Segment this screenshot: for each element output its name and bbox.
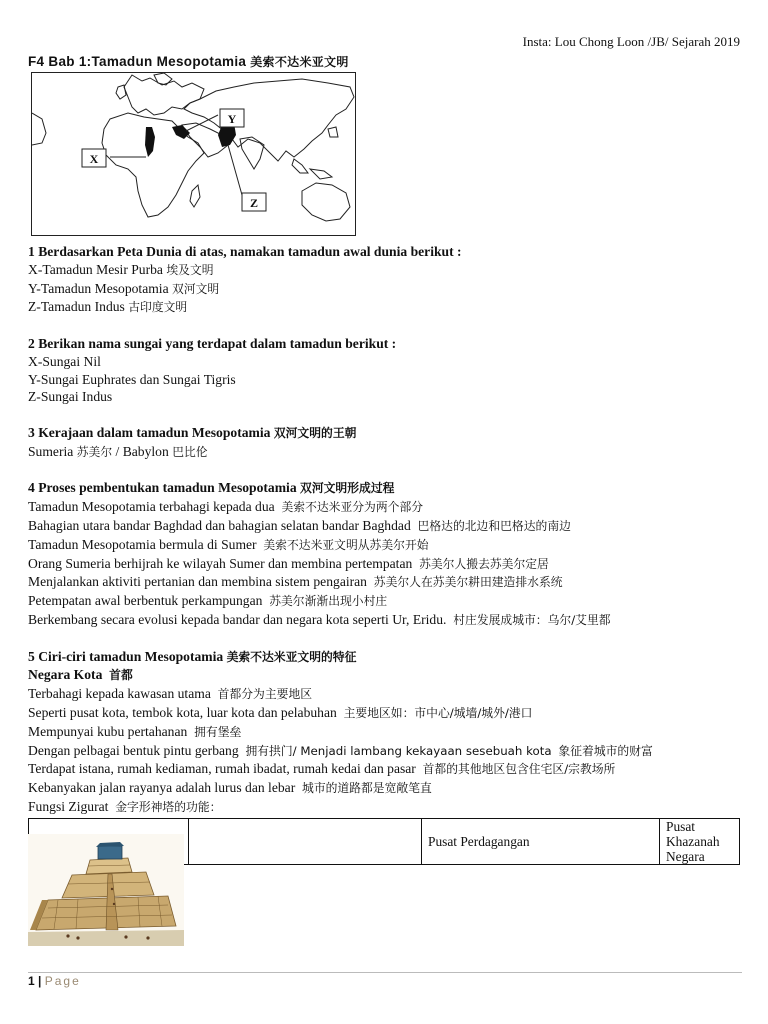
q4-question: 4 Proses pembentukan tamadun Mesopotamia 双河文明形成过程 (28, 480, 395, 496)
q4-lines (28, 498, 740, 630)
list-item: Dengan pelbagai bentuk pintu gerbang 拥有拱门/ Menjadi lambang kekayaan sesebuah kota 象征着城市的财富 (28, 742, 653, 758)
map-label-x: X (89, 152, 99, 166)
map-region-egypt (145, 127, 155, 157)
document-body (28, 243, 740, 865)
page-title (28, 53, 349, 70)
footer-divider (28, 972, 742, 973)
q1-answer-y: Y-Tamadun Mesopotamia 双河文明 (28, 280, 220, 296)
page-separator: | (34, 974, 45, 988)
ziggurat-illustration (28, 834, 184, 946)
list-item: Seperti pusat kota, tembok kota, luar kota dan pelabuhan 主要地区如：市中心/城墙/城外/港口 (28, 704, 533, 720)
table-cell (189, 818, 422, 864)
q2-answer-x: X-Sungai Nil (28, 353, 101, 369)
q2-question: 2 Berikan nama sungai yang terdapat dalam tamadun berikut : (28, 335, 397, 351)
list-item: Terdapat istana, rumah kediaman, rumah ibadat, rumah kedai dan pasar 首都的其他地区包含住宅区/宗教场所 (28, 761, 616, 777)
q5-question: 5 Ciri-ciri tamadun Mesopotamia 美索不达米亚文明的特征 (28, 648, 357, 664)
q5-lines (28, 685, 740, 817)
list-item: Menjalankan aktiviti pertanian dan membina sistem pengairan 苏美尔人在苏美尔耕田建造排水系统 (28, 574, 563, 590)
q1-question: 1 Berdasarkan Peta Dunia di atas, namakan tamadun awal dunia berikut : (28, 244, 462, 259)
list-item: Petempatan awal berbentuk perkampungan 苏美尔渐渐出现小村庄 (28, 593, 388, 609)
list-item: Mempunyai kubu pertahanan 拥有堡垒 (28, 723, 242, 739)
list-item: Kebanyakan jalan rayanya adalah lurus dan lebar 城市的道路都是宽敞笔直 (28, 780, 432, 796)
q1-answer-x: X-Tamadun Mesir Purba 埃及文明 (28, 261, 214, 277)
list-item: Berkembang secara evolusi kepada bandar dan negara kota seperti Ur, Eridu. 村庄发展成城市：乌尔/艾里都 (28, 611, 611, 627)
table-cell: Pusat Perdagangan (422, 818, 660, 864)
q3-answer: Sumeria 苏美尔 / Babylon 巴比伦 (28, 443, 208, 459)
q2-answer-y: Y-Sungai Euphrates dan Sungai Tigris (28, 371, 236, 387)
map-label-z: Z (249, 196, 259, 210)
list-item: Orang Sumeria berhijrah ke wilayah Sumer dan membina pertempatan 苏美尔人搬去苏美尔定居 (28, 555, 549, 571)
table-cell: Pusat Khazanah Negara (660, 818, 740, 864)
q5-subheading: Negara Kota 首都 (28, 667, 133, 683)
map-label-y: Y (227, 112, 237, 126)
q1-answer-z: Z-Tamadun Indus 古印度文明 (28, 299, 188, 315)
world-map (31, 72, 356, 236)
q3-question: 3 Kerajaan dalam tamadun Mesopotamia 双河文明的王朝 (28, 424, 357, 440)
list-item: Tamadun Mesopotamia bermula di Sumer 美索不达米亚文明从苏美尔开始 (28, 536, 429, 552)
list-item: Bahagian utara bandar Baghdad dan bahagian selatan bandar Baghdad 巴格达的北边和巴格达的南边 (28, 517, 571, 533)
list-item: Fungsi Zigurat 金字形神塔的功能： (28, 798, 222, 814)
page-title-text: F4 Bab 1:Tamadun Mesopotamia (28, 54, 247, 69)
page-number: 1 (28, 974, 35, 988)
header-credit: Insta: Lou Chong Loon /JB/ Sejarah 2019 (522, 34, 740, 49)
page-footer (28, 974, 81, 988)
page-word: Page (44, 974, 81, 988)
q2-answer-z: Z-Sungai Indus (28, 389, 113, 405)
list-item: Tamadun Mesopotamia terbahagi kepada dua 美索不达米亚分为两个部分 (28, 499, 424, 515)
page-title-cn: 美索不达米亚文明 (250, 55, 349, 69)
list-item: Terbahagi kepada kawasan utama 首都分为主要地区 (28, 686, 313, 702)
